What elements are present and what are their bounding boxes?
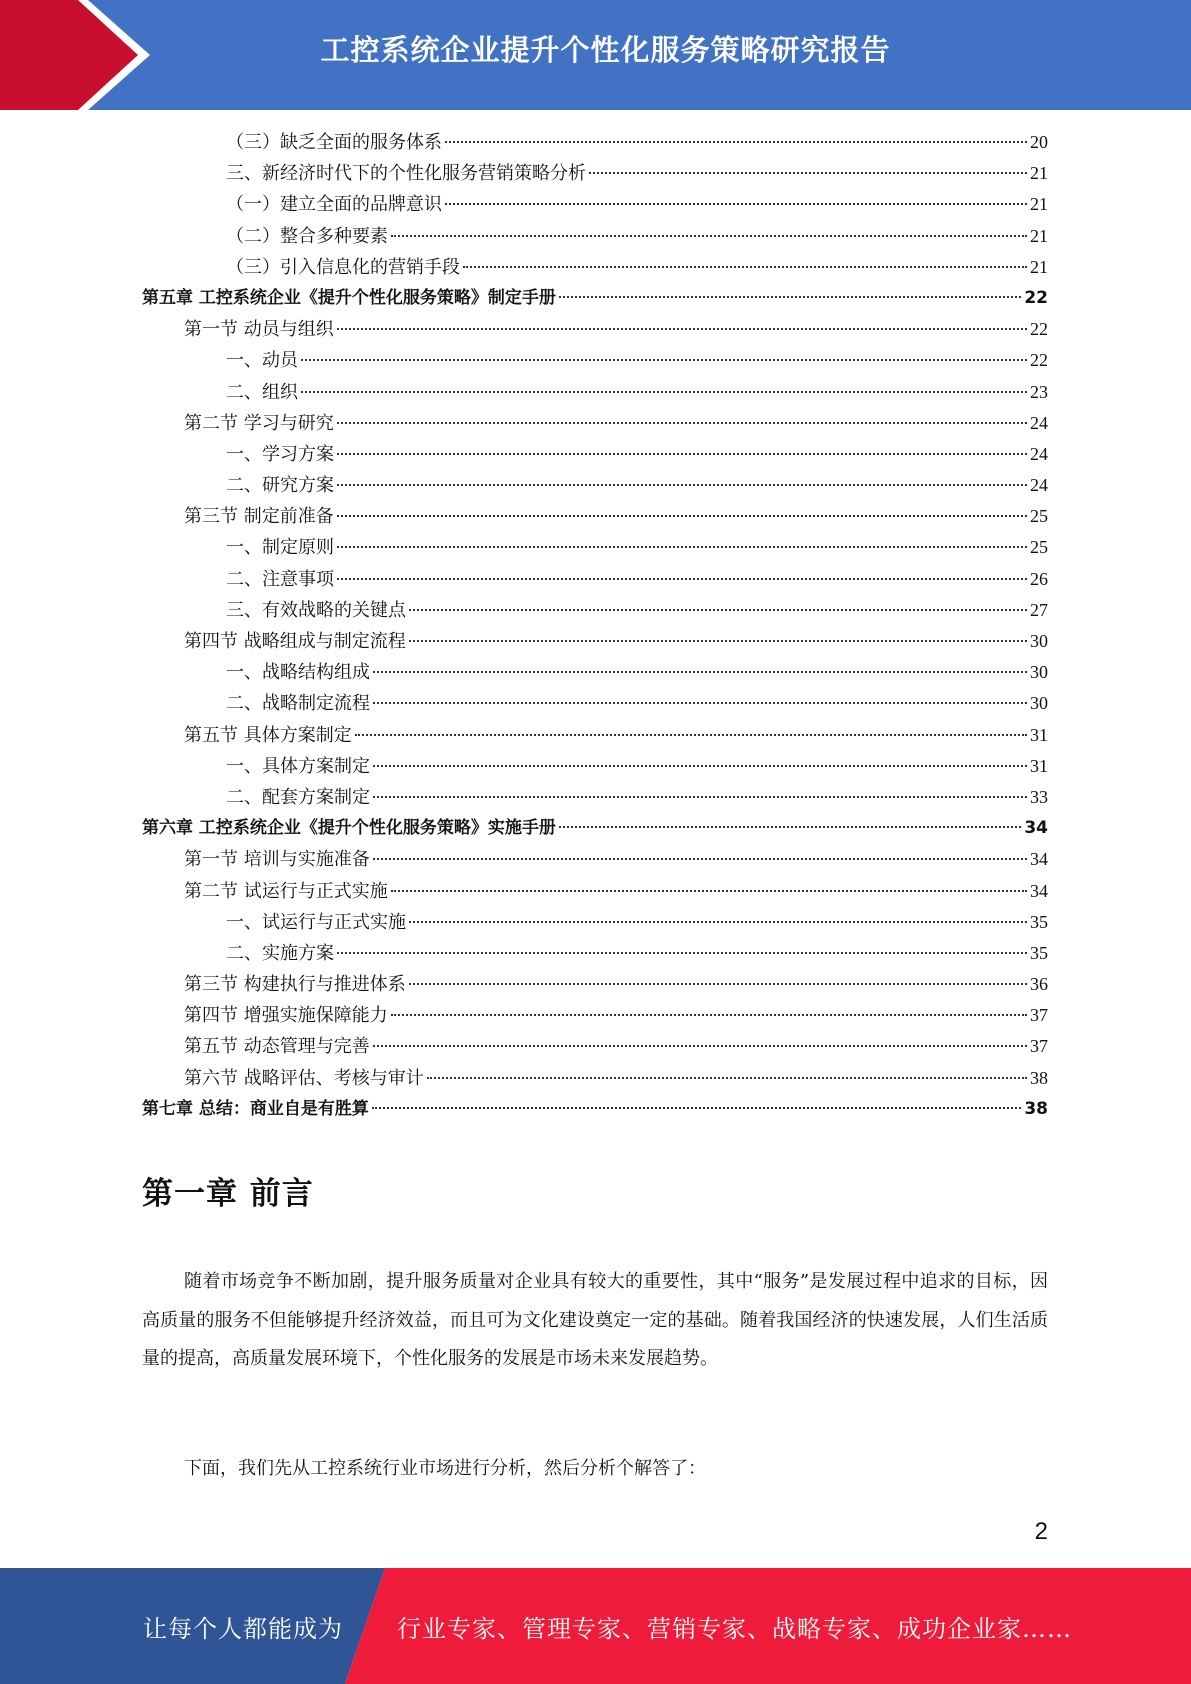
- toc-entry-label: 第五章 工控系统企业《提升个性化服务策略》制定手册: [142, 287, 556, 308]
- chapter-title: 第一章 前言: [142, 1176, 314, 1212]
- toc-entry-label: 三、新经济时代下的个性化服务营销策略分析: [226, 163, 586, 185]
- toc-subsection-entry[interactable]: [142, 439, 1048, 470]
- toc-dot-leader: [337, 546, 1027, 548]
- toc-dot-leader: [409, 921, 1027, 923]
- toc-entry-label: 一、试运行与正式实施: [226, 911, 406, 933]
- toc-entry-page: 26: [1030, 568, 1048, 589]
- toc-subsection-entry[interactable]: [142, 688, 1048, 719]
- toc-entry-label: 第二节 试运行与正式实施: [184, 880, 388, 902]
- toc-dot-leader: [559, 826, 1021, 828]
- toc-section-entry[interactable]: [142, 1031, 1048, 1062]
- footer-slogan-right: 行业专家、管理专家、营销专家、战略专家、成功企业家……: [397, 1615, 1072, 1643]
- toc-subsection-entry[interactable]: [142, 657, 1048, 688]
- toc-dot-leader: [391, 890, 1027, 892]
- toc-entry-label: 第四节 战略组成与制定流程: [184, 631, 406, 652]
- toc-entry-page: 33: [1030, 786, 1048, 807]
- toc-dot-leader: [301, 391, 1027, 393]
- toc-subsection-entry[interactable]: [142, 158, 1048, 189]
- toc-section-entry[interactable]: [142, 720, 1048, 751]
- toc-section-entry[interactable]: [142, 844, 1048, 875]
- footer-slogan-left: 让每个人都能成为: [143, 1615, 343, 1643]
- toc-subsection-entry[interactable]: [142, 470, 1048, 501]
- page-footer: [0, 1568, 1191, 1684]
- toc-entry-label: 一、战略结构组成: [226, 662, 370, 684]
- toc-entry-label: 第五节 动态管理与完善: [184, 1036, 370, 1058]
- toc-section-entry[interactable]: [142, 501, 1048, 532]
- toc-entry-page: 34: [1024, 818, 1048, 839]
- toc-dot-leader: [409, 983, 1027, 985]
- toc-subsection-entry[interactable]: [142, 221, 1048, 252]
- toc-entry-label: 三、有效战略的关键点: [226, 599, 406, 621]
- toc-subsection-entry[interactable]: [142, 782, 1048, 813]
- toc-subsection-entry[interactable]: [142, 595, 1048, 626]
- toc-section-entry[interactable]: [142, 1000, 1048, 1031]
- toc-entry-label: 第六节 战略评估、考核与审计: [184, 1067, 424, 1089]
- toc-entry-label: 第三节 构建执行与推进体系: [184, 974, 406, 996]
- toc-entry-label: 第三节 制定前准备: [184, 506, 334, 528]
- toc-dot-leader: [463, 266, 1027, 268]
- toc-subsection-entry[interactable]: [142, 377, 1048, 408]
- page-number: 2: [1034, 1518, 1048, 1545]
- toc-chapter-entry[interactable]: [142, 813, 1048, 844]
- toc-dot-leader: [445, 141, 1027, 143]
- toc-entry-page: 36: [1030, 974, 1048, 995]
- toc-entry-page: 37: [1030, 1036, 1048, 1057]
- toc-dot-leader: [427, 1077, 1027, 1079]
- toc-dot-leader: [337, 328, 1027, 330]
- toc-entry-page: 22: [1024, 287, 1048, 308]
- toc-dot-leader: [372, 1107, 1021, 1109]
- toc-dot-leader: [373, 1045, 1027, 1047]
- toc-entry-page: 35: [1030, 942, 1048, 963]
- toc-subsection-entry[interactable]: [142, 907, 1048, 938]
- toc-dot-leader: [301, 359, 1027, 361]
- page-header: [0, 0, 1191, 110]
- toc-subsection-entry[interactable]: [142, 189, 1048, 220]
- toc-dot-leader: [409, 640, 1027, 642]
- toc-entry-page: 34: [1030, 880, 1048, 901]
- body-paragraph: 随着市场竞争不断加剧，提升服务质量对企业具有较大的重要性，其中“服务”是发展过程中追求的目标，因高质量的服务不但能够提升经济效益，而且可为文化建设奠定一定的基础。随着我国经济的快速发展，人们生活质量的提高，高质量发展环境下，个性化服务的发展是市场未来发展趋势。: [142, 1271, 1048, 1369]
- toc-entry-page: 30: [1030, 693, 1048, 714]
- toc-entry-page: 30: [1030, 662, 1048, 683]
- toc-dot-leader: [391, 1014, 1027, 1016]
- toc-entry-label: 一、具体方案制定: [226, 755, 370, 777]
- toc-entry-page: 22: [1030, 350, 1048, 371]
- toc-entry-label: 第一节 动员与组织: [184, 319, 334, 341]
- toc-subsection-entry[interactable]: [142, 127, 1048, 158]
- toc-entry-page: 30: [1030, 631, 1048, 651]
- toc-entry-label: 一、制定原则: [226, 537, 334, 559]
- toc-entry-label: 第四节 增强实施保障能力: [184, 1005, 388, 1027]
- toc-entry-label: （一）建立全面的品牌意识: [226, 194, 442, 216]
- toc-entry-page: 24: [1030, 475, 1048, 496]
- toc-entry-label: 一、动员: [226, 350, 298, 372]
- toc-entry-page: 35: [1030, 911, 1048, 932]
- toc-dot-leader: [445, 203, 1027, 205]
- toc-entry-page: 31: [1030, 724, 1048, 745]
- toc-section-entry[interactable]: [142, 314, 1048, 345]
- toc-entry-page: 27: [1030, 599, 1048, 620]
- toc-entry-label: 第六章 工控系统企业《提升个性化服务策略》实施手册: [142, 818, 556, 839]
- toc-entry-page: 38: [1024, 1098, 1048, 1119]
- toc-section-entry[interactable]: [142, 876, 1048, 907]
- toc-dot-leader: [373, 765, 1027, 767]
- toc-entry-label: （三）引入信息化的营销手段: [226, 256, 460, 278]
- toc-section-entry[interactable]: [142, 626, 1048, 657]
- toc-dot-leader: [373, 796, 1027, 798]
- table-of-contents: [142, 127, 1048, 1125]
- toc-dot-leader: [337, 484, 1027, 486]
- toc-entry-page: 21: [1030, 163, 1048, 184]
- toc-subsection-entry[interactable]: [142, 938, 1048, 969]
- toc-entry-page: 21: [1030, 194, 1048, 215]
- toc-entry-page: 24: [1030, 443, 1048, 464]
- toc-chapter-entry[interactable]: [142, 1094, 1048, 1125]
- toc-entry-page: 38: [1030, 1067, 1048, 1088]
- toc-dot-leader: [337, 515, 1027, 517]
- toc-dot-leader: [409, 609, 1027, 611]
- toc-dot-leader: [559, 296, 1021, 298]
- toc-dot-leader: [373, 702, 1027, 704]
- toc-section-entry[interactable]: [142, 1063, 1048, 1094]
- toc-entry-page: 20: [1030, 132, 1048, 152]
- toc-dot-leader: [337, 422, 1027, 424]
- toc-entry-label: 二、研究方案: [226, 475, 334, 497]
- toc-entry-label: 第五节 具体方案制定: [184, 724, 352, 746]
- toc-entry-page: 34: [1030, 849, 1048, 870]
- toc-dot-leader: [355, 734, 1027, 736]
- toc-entry-page: 24: [1030, 412, 1048, 433]
- header-title: 工控系统企业提升个性化服务策略研究报告: [320, 33, 891, 67]
- toc-dot-leader: [337, 453, 1027, 455]
- toc-section-entry[interactable]: [142, 408, 1048, 439]
- toc-entry-label: 第二节 学习与研究: [184, 412, 334, 434]
- toc-entry-page: 25: [1030, 506, 1048, 527]
- toc-subsection-entry[interactable]: [142, 564, 1048, 595]
- toc-entry-page: 25: [1030, 537, 1048, 558]
- toc-entry-page: 21: [1030, 256, 1048, 277]
- toc-entry-label: 二、战略制定流程: [226, 693, 370, 715]
- toc-dot-leader: [589, 172, 1027, 174]
- toc-subsection-entry[interactable]: [142, 751, 1048, 782]
- toc-entry-page: 21: [1030, 225, 1048, 246]
- toc-entry-label: 二、实施方案: [226, 942, 334, 964]
- toc-dot-leader: [373, 671, 1027, 673]
- toc-dot-leader: [391, 235, 1027, 237]
- toc-entry-label: （二）整合多种要素: [226, 225, 388, 247]
- toc-subsection-entry[interactable]: [142, 532, 1048, 563]
- toc-dot-leader: [373, 858, 1027, 860]
- toc-entry-page: 37: [1030, 1005, 1048, 1026]
- toc-entry-label: 第七章 总结：商业自是有胜算: [142, 1098, 369, 1119]
- toc-entry-label: （三）缺乏全面的服务体系: [226, 132, 442, 153]
- toc-chapter-entry[interactable]: [142, 283, 1048, 314]
- toc-entry-label: 二、配套方案制定: [226, 786, 370, 808]
- toc-subsection-entry[interactable]: [142, 345, 1048, 376]
- toc-dot-leader: [337, 578, 1027, 580]
- toc-entry-page: 22: [1030, 319, 1048, 340]
- toc-subsection-entry[interactable]: [142, 252, 1048, 283]
- toc-entry-page: 23: [1030, 381, 1048, 402]
- toc-entry-label: 二、注意事项: [226, 568, 334, 590]
- toc-section-entry[interactable]: [142, 969, 1048, 1000]
- toc-entry-page: 31: [1030, 755, 1048, 776]
- toc-dot-leader: [337, 952, 1027, 954]
- toc-entry-label: 二、组织: [226, 381, 298, 403]
- body-paragraph: 下面，我们先从工控系统行业市场进行分析，然后分析个解答了：: [184, 1458, 706, 1479]
- toc-entry-label: 一、学习方案: [226, 443, 334, 465]
- toc-entry-label: 第一节 培训与实施准备: [184, 849, 370, 871]
